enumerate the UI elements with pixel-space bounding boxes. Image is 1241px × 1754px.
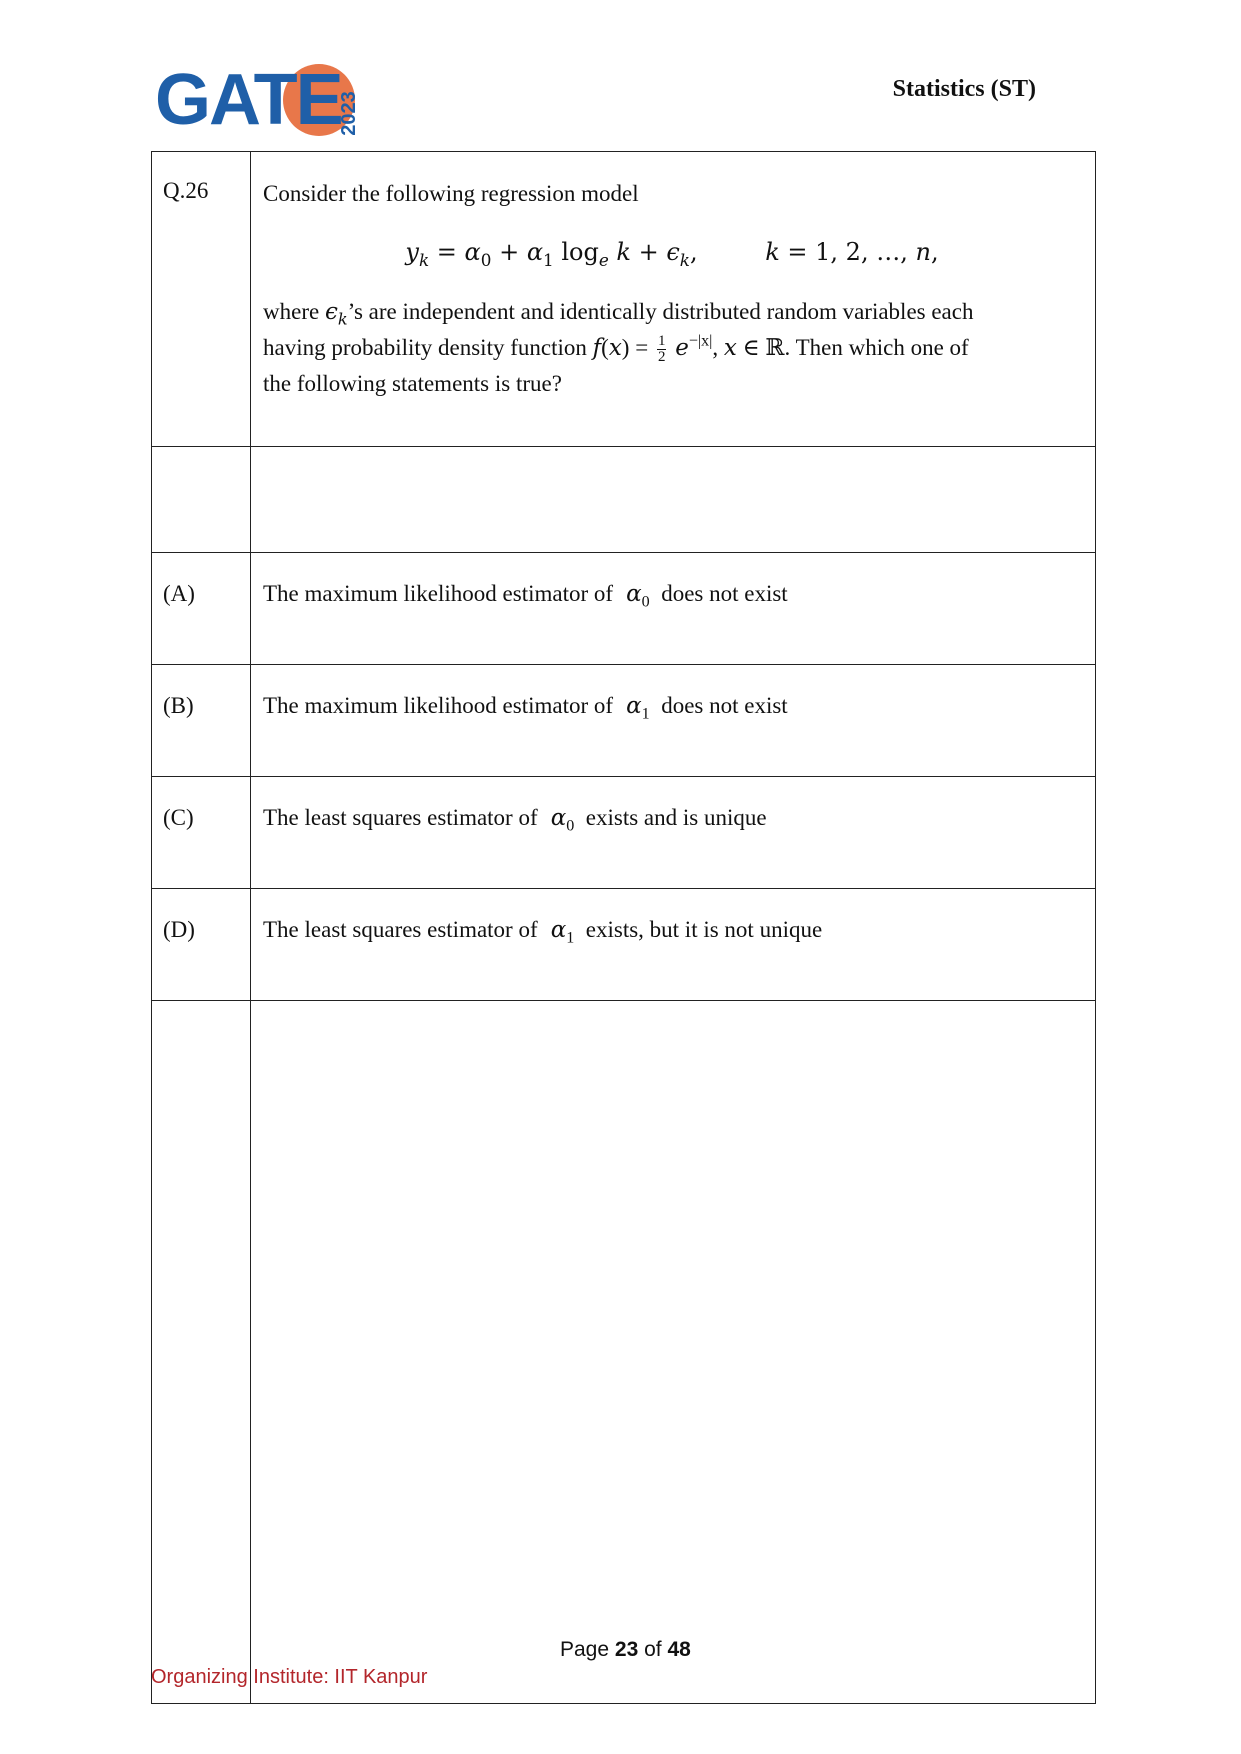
empty-label-cell (152, 1001, 251, 1704)
option-d-row[interactable] (152, 889, 1096, 1001)
question-intro: Consider the following regression model (263, 181, 639, 206)
regression-equation: $y_k = \alpha_0 + \alpha_1$ $\log_e k + \epsilon_k$, k = 1, 2, …, n, (405, 238, 939, 270)
option-label: (C) (152, 777, 251, 889)
option-b-row[interactable] (152, 665, 1096, 777)
blank-body-cell (251, 447, 1096, 553)
option-label: (B) (152, 665, 251, 777)
pdf-description: having probability density function f(x) = $\frac{1}{2}$ $e^{-|x|}$, x ∈ ℝ. Then which one of (263, 332, 969, 366)
option-text: The least squares estimator of $\alpha_0$ exists and is unique (251, 777, 1096, 889)
option-text: The least squares estimator of $\alpha_1$ exists, but it is not unique (251, 889, 1096, 1001)
question-closing: the following statements is true? (263, 371, 562, 396)
option-a-row[interactable] (152, 553, 1096, 665)
index-range: k = 1, 2, …, n, (765, 238, 939, 266)
organizing-institute: Organizing Institute: IIT Kanpur (151, 1666, 428, 1688)
error-description: where $\epsilon_k’s$ are independent and identically distributed random variables each (263, 299, 974, 329)
fraction-one-half: $\frac{1}{2}$ (657, 333, 666, 366)
subject-title: Statistics (ST) (892, 76, 1036, 102)
logo-year: 2023 (337, 91, 360, 136)
blank-row (152, 447, 1096, 553)
page-number: Page 23 of 48 (560, 1638, 691, 1661)
option-label: (D) (152, 889, 251, 1001)
option-text: The maximum likelihood estimator of $\alpha_1$ does not exist (251, 665, 1096, 777)
option-text: The maximum likelihood estimator of $\alpha_0$ does not exist (251, 553, 1096, 665)
option-label: (A) (152, 553, 251, 665)
question-body (251, 152, 1096, 447)
question-number: Q.26 (152, 152, 251, 447)
option-c-row[interactable] (152, 777, 1096, 889)
question-table (151, 151, 1096, 1704)
question-row (152, 152, 1096, 447)
blank-label-cell (152, 447, 251, 553)
empty-answer-row (152, 1001, 1096, 1704)
gate-logo (155, 60, 360, 140)
empty-body-cell (251, 1001, 1096, 1704)
logo-text: GATE (155, 60, 342, 140)
